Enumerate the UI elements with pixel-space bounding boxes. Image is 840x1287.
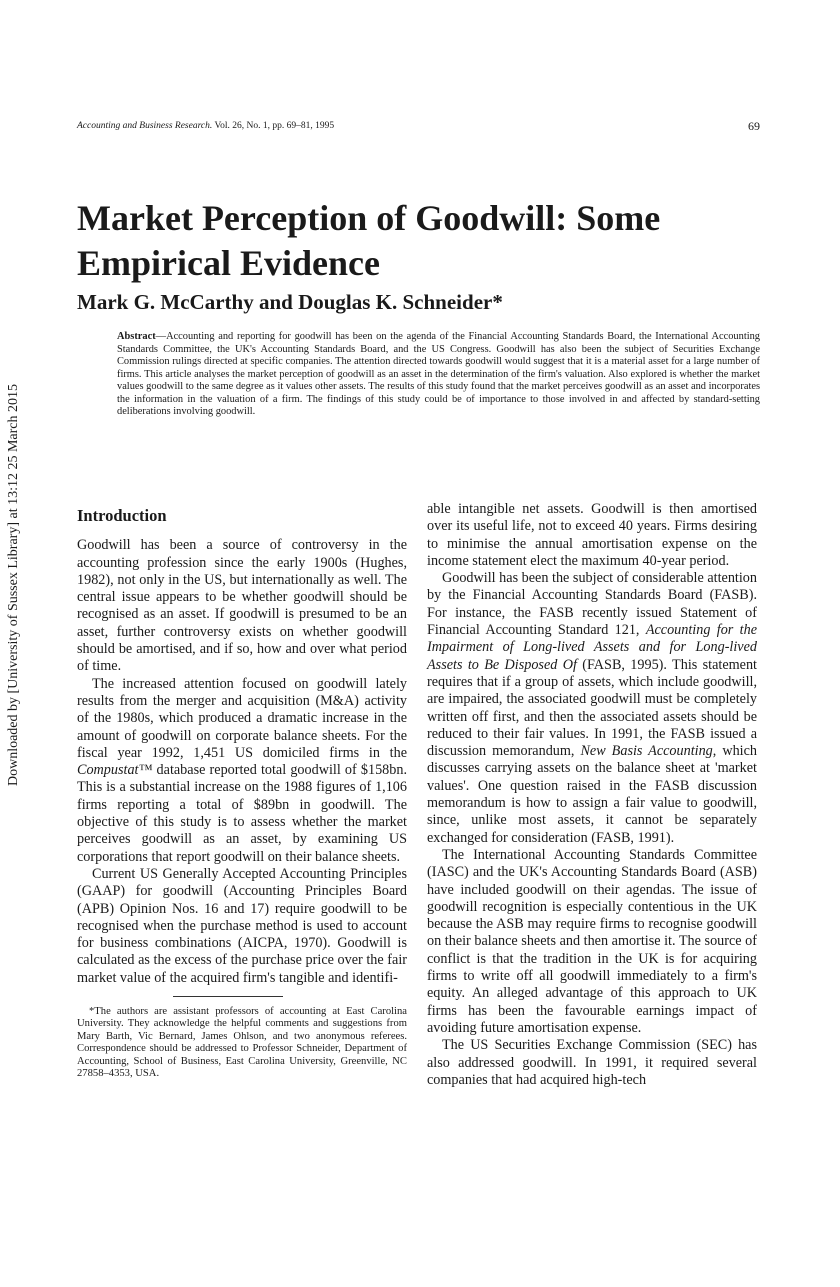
footnote-divider [173, 996, 283, 997]
paragraph-text: database reported total goodwill of $158bn. This is a substantial increase on the 1988 figures of 1,106 firms reporting a total of $89bn in goodwill. The objective of this study is to assess whether the market perceives goodwill as an asset, by examining US corporations that report goodwill on their balance sheets. [77, 762, 407, 865]
paragraph [427, 570, 757, 847]
abstract-text: —Accounting and reporting for goodwill has been on the agenda of the Financial Accounting Standards Board, the International Accounting Standards Committee, the UK's Accounting Standards Board, and the US Congress. Goodwill has also been the subject of Securities Exchange Commission rulings directed at specific companies. The attention directed towards goodwill would suggest that it is a material asset for a large number of firms. This article analyses the market perception of goodwill as an asset in the determination of the firm's valuation. Also explored is whether the market values goodwill to the same degree as it values other assets. The results of this study found that the market perceives goodwill as an asset and incorporates the information in the valuation of a firm. The findings of this study could be of importance to those involved in and affected by standard-setting deliberations involving goodwill. [117, 331, 760, 417]
memorandum-title: New Basis Accounting [580, 743, 713, 760]
standard-title: Accounting for the Impairment of Long-lived Assets and for Long-lived Assets to Be Disposed Of [427, 622, 757, 673]
author-footnote: *The authors are assistant professors of accounting at East Carolina University. They acknowledge the helpful comments and suggestions from Mary Barth, Vic Bernard, James Ohlson, and two anonymous referees. Correspondence should be addressed to Professor Schneider, Department of Accounting, School of Business, East Carolina University, Greenville, NC 27858–4353, USA. [77, 1006, 407, 1080]
paragraph: The International Accounting Standards Committee (IASC) and the UK's Accounting Standards Board (ASB) have included goodwill on their agendas. The issue of goodwill recognition is especially contentious in the UK because the ASB may require firms to recognise goodwill on their balance sheets and then amortise it. The source of conflict is that the tradition in the UK is for acquiring firms to write off all goodwill immediately to a firm's equity. An alleged advantage of this approach to UK firms has been the favourable earnings impact of avoiding future amortisation expense. [427, 846, 757, 1036]
paragraph: Goodwill has been a source of controversy in the accounting profession since the early 1900s (Hughes, 1982), not only in the US, but internationally as well. The central issue appears to be whether goodwill should be recognised as an asset. If goodwill is presumed to be an asset, further controversy exists on whether goodwill should be amortised, and if so, how and over what period of time. [77, 537, 407, 675]
abstract [117, 331, 760, 419]
paragraph-text: Goodwill has been the subject of considerable attention by the Financial Accounting Standards Board (FASB). For instance, the FASB recently issued Statement of Financial Accounting Standard 121, [427, 570, 757, 639]
paragraph-text: (FASB, 1995). This statement requires that if a group of assets, which include goodwill, are impaired, the associated goodwill must be completely written off first, and then the associated assets should be reduced to their fair values. In 1991, the FASB issued a discussion memorandum, [427, 656, 757, 760]
download-watermark [2, 265, 26, 905]
article-title: Market Perception of Goodwill: Some Empirical Evidence [77, 198, 661, 283]
paragraph: Current US Generally Accepted Accounting Principles (GAAP) for goodwill (Accounting Principles Board (APB) Opinion Nos. 16 and 17) require goodwill to be recognised when the purchase method is used to account for business combinations (AICPA, 1970). Goodwill is calculated as the excess of the purchase price over the fair market value of the acquired firm's tangible and identifi- [77, 865, 407, 986]
journal-name: Accounting and Business Research. [77, 121, 213, 131]
paragraph: able intangible net assets. Goodwill is then amortised over its useful life, not to exceed 40 years. Firms desiring to minimise the annual amortisation expense on the income statement elect the maximum 40-year period. [427, 501, 757, 569]
paragraph [77, 676, 407, 866]
running-head [77, 121, 334, 131]
database-name: Compustat™ [77, 762, 153, 779]
paragraph-text: , which discusses carrying assets on the balance sheet at 'market values'. One question raised in the FASB discussion memorandum is how to assign a fair value to goodwill, since, unlike most assets, it cannot be separately exchanged for consideration (FASB, 1991). [427, 743, 757, 846]
download-watermark-text: Downloaded by [University of Sussex Library] at 13:12 25 March 2015 [6, 383, 22, 787]
right-column [427, 501, 757, 1089]
citation: Vol. 26, No. 1, pp. 69–81, 1995 [214, 121, 335, 131]
page-number: 69 [748, 119, 760, 133]
paragraph: The US Securities Exchange Commission (SEC) has also addressed goodwill. In 1991, it required several companies that had acquired high-tech [427, 1037, 757, 1088]
abstract-label: Abstract [117, 331, 156, 342]
article-authors: Mark G. McCarthy and Douglas K. Schneider* [77, 290, 503, 314]
section-heading-introduction: Introduction [77, 506, 167, 525]
left-column [77, 501, 407, 1080]
paragraph-text: The increased attention focused on goodwill lately results from the merger and acquisition (M&A) activity of the 1980s, which produced a dramatic increase in the amount of goodwill on corporate balance sheets. For the fiscal year 1992, 1,451 US domiciled firms in the [77, 675, 407, 761]
